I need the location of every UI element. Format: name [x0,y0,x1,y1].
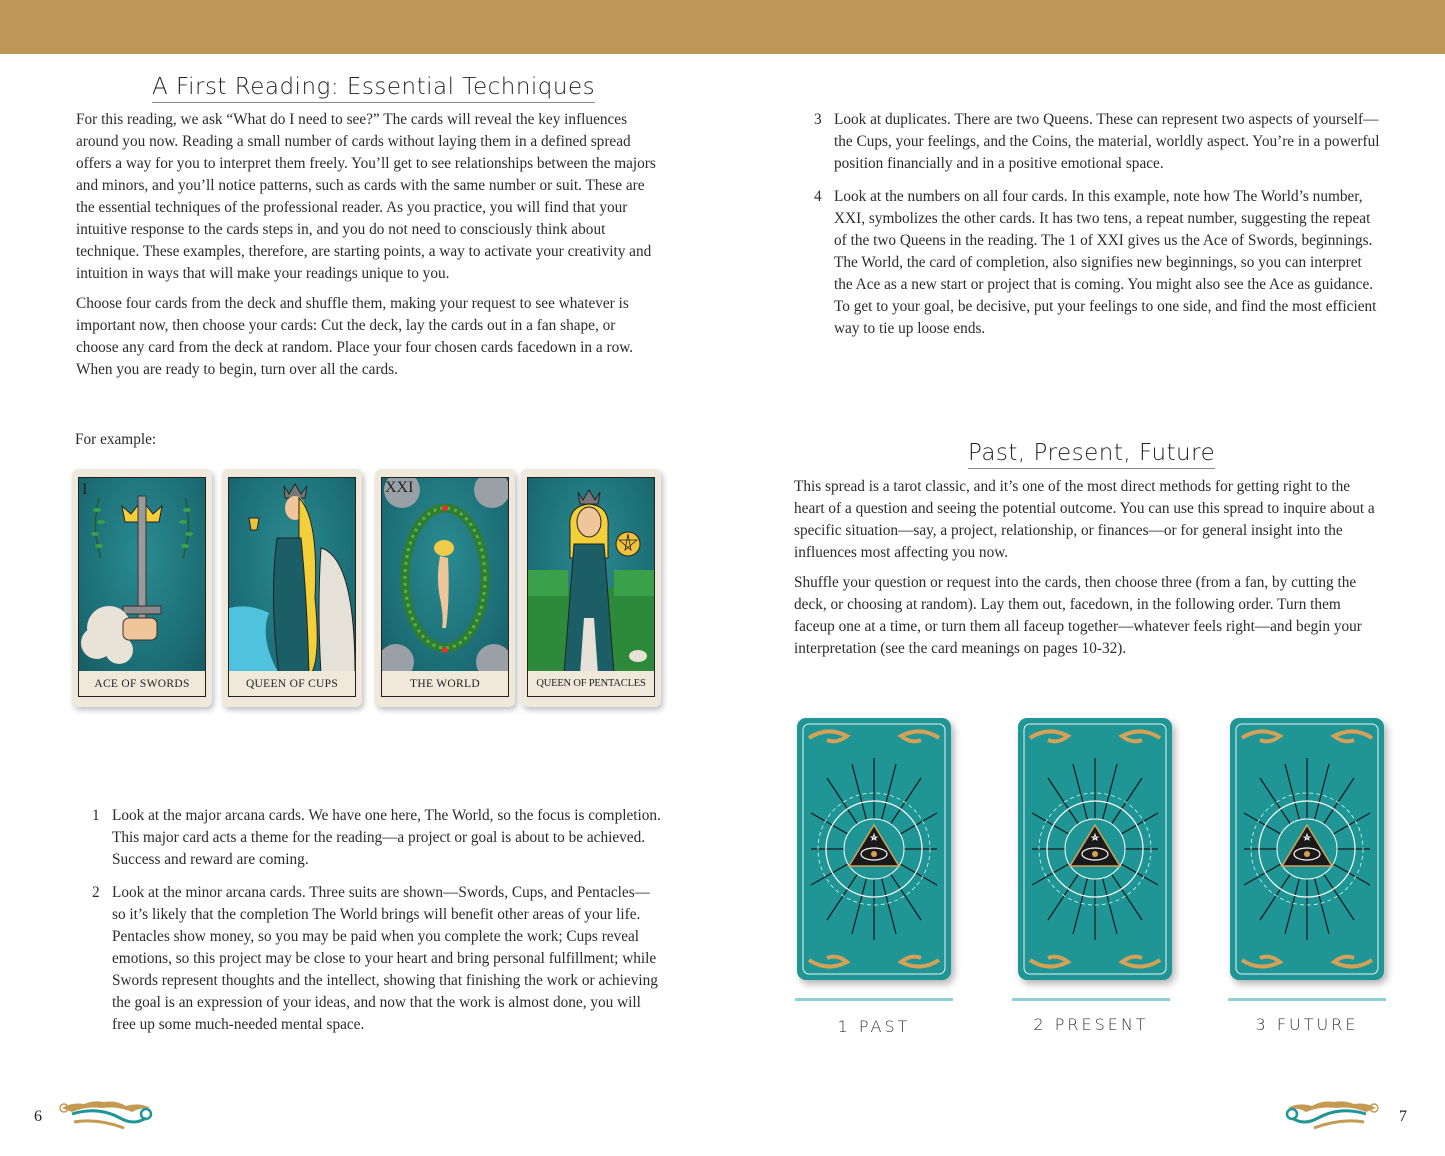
page-number-left: 6 [34,1108,42,1125]
all-seeing-eye-card-back-icon [1018,718,1172,980]
divider-past [795,998,953,1001]
step-item [814,186,1384,340]
card-label: THE WORLD [381,671,509,697]
right-steps-list [814,109,1384,351]
header-band [0,0,1445,54]
step-text: Look at duplicates. There are two Queens. These can represent two aspects of yourself—the Cups, your feelings, and the Coins, the material, worldly aspect. You’re in a powerful position financially and in a positive emotional space. [834,111,1380,172]
step-text: Look at the major arcana cards. We have one here, The World, so the focus is completion. This major card acts a theme for the reading—a project or goal is about to be achieved. Success and reward are coming. [112,807,661,868]
card-art [78,477,206,673]
step-text: Look at the minor arcana cards. Three suits are shown—Swords, Cups, and Pentacles—so it’s likely that the completion The World brings will benefit other areas of your life. Pentacles show money, so you may be paid when you complete the work; Cups reveal emotions, so this project may be close to your heart and bring personal fulfillment; while Swords represent thoughts and the intellect, showing that finishing the work or achieving the goal is an expression of your ideas, and now that the work is almost done, you will free up some much-needed mental space. [112,884,658,1033]
sword-illustration-icon [79,478,205,673]
card-art [527,477,655,673]
card-label: QUEEN OF CUPS [228,671,356,697]
step-number: 2 [92,884,100,901]
flourish-ornament-icon [58,1098,158,1134]
step-number: 3 [814,111,822,128]
page-number-right: 7 [1399,1108,1407,1125]
card-queen-of-pentacles [521,469,661,707]
intro-text [76,109,656,389]
card-numeral: XXI [385,479,414,496]
left-steps-list [92,805,662,1047]
step-number: 1 [92,807,100,824]
card-back-past [797,718,951,980]
card-the-world [375,469,515,707]
step-item [814,109,1384,175]
queen-of-cups-illustration-icon [229,478,355,673]
world-wreath-illustration-icon [382,478,508,673]
card-back-present [1018,718,1172,980]
card-art [381,477,509,673]
intro-paragraph-2: Choose four cards from the deck and shuffle them, making your request to see whatever is important now, then choose your cards: Cut the deck, lay the cards out in a fan shape, or choose any card from the deck at random. Place your four chosen cards facedown in a row. When you are ready to begin, turn over all the cards. [76,295,634,378]
step-text: Look at the numbers on all four cards. In this example, note how The World’s number, XXI, symbolizes the other cards. It has two tens, a repeat number, suggesting the repeat of the two Queens in the reading. The 1 of XXI gives us the Ace of Swords, beginnings. The World, the card of completion, also signifies new beginnings, so you can interpret the Ace as a new start or project that is coming. You might also see the Ace as guidance. To get to your goal, be decisive, put your feelings to one side, and find the most efficient way to tie up loose ends. [834,188,1377,337]
intro-paragraph-1: For this reading, we ask “What do I need to see?” The cards will reveal the key influences around you now. Reading a small number of cards without laying them in a defined spread offers a way for you to interpret them freely. You’ll get to see relationships between the majors and minors, and you’ll notice patterns, such as cards with the same number or suit. These are the essential techniques of the professional reader. As you practice, you will find that your intuitive response to the cards steps in, and you do not need to consciously think about technique. These examples, therefore, are starting points, a way to activate your creativity and intuition in ways that will make your readings unique to you. [76,111,656,282]
left-page-title: A First Reading: Essential Techniques [152,74,595,103]
position-label-past: 1 PAST [837,1017,911,1036]
flourish-ornament-icon [1280,1098,1380,1134]
position-label-present: 2 PRESENT [1033,1015,1149,1034]
example-label: For example: [75,431,157,448]
divider-future [1228,998,1386,1001]
card-queen-of-cups [222,469,362,707]
divider-present [1012,998,1170,1001]
card-art [228,477,356,673]
step-item [92,882,662,1036]
card-ace-of-swords [72,469,212,707]
card-label: ACE OF SWORDS [78,671,206,697]
spread-paragraph-1: This spread is a tarot classic, and it’s one of the most direct methods for getting right to the heart of a question and seeing the potential outcome. You can use this spread to inquire about a specific situation—say, a project, relationship, or finances—or for general insight into the influences most affecting you now. [794,478,1375,561]
right-page-title: Past, Present, Future [968,440,1215,469]
step-number: 4 [814,188,822,205]
position-label-future: 3 FUTURE [1255,1015,1359,1034]
spread-paragraph-2: Shuffle your question or request into the cards, then choose three (from a fan, by cutting the deck, or choosing at random). Lay them out, facedown, in the following order. Turn them faceup one at a time, or turn them all faceup together—whatever feels right—and begin your interpretation (see the card meanings on pages 10-32). [794,574,1362,657]
card-back-future [1230,718,1384,980]
queen-of-pentacles-illustration-icon [528,478,654,673]
spread-text [794,476,1384,668]
all-seeing-eye-card-back-icon [1230,718,1384,980]
all-seeing-eye-card-back-icon [797,718,951,980]
step-item [92,805,662,871]
card-label: QUEEN OF PENTACLES [527,671,655,697]
card-numeral: I [82,481,88,498]
